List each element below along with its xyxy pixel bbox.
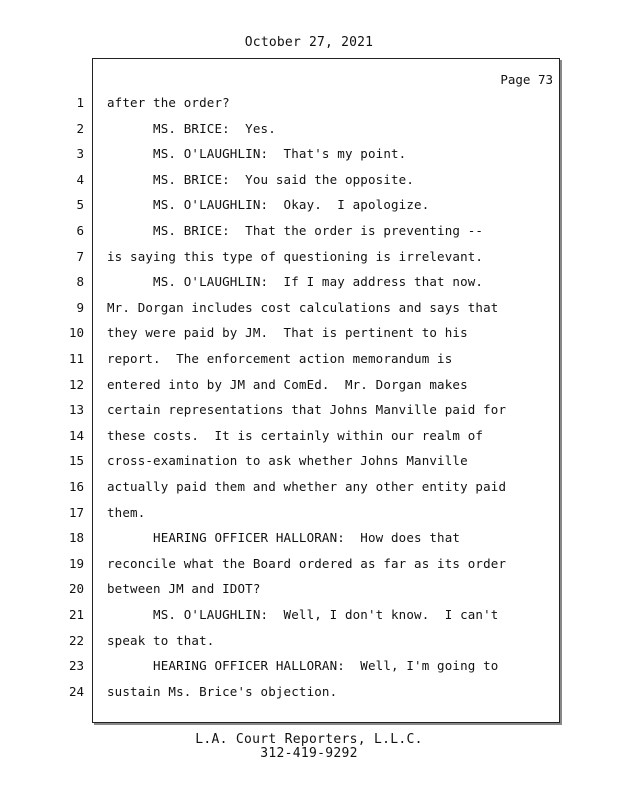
transcript-line: MS. O'LAUGHLIN: That's my point. xyxy=(107,146,407,162)
line-number: 14 xyxy=(68,427,84,443)
transcript-line: cross-examination to ask whether Johns Manville xyxy=(107,453,468,469)
transcript-line: certain representations that Johns Manville paid for xyxy=(107,402,507,418)
page-number: Page 73 xyxy=(500,72,553,87)
line-number: 10 xyxy=(68,325,84,341)
line-number: 21 xyxy=(68,607,84,622)
transcript-line: after the order? xyxy=(107,95,230,110)
line-number: 16 xyxy=(68,479,84,494)
transcript-date: October 27, 2021 xyxy=(244,35,374,50)
transcript-line: MS. O'LAUGHLIN: If I may address that now. xyxy=(107,274,484,290)
line-number: 15 xyxy=(68,453,84,469)
transcript-line: MS. O'LAUGHLIN: Okay. I apologize. xyxy=(107,197,430,213)
line-number: 23 xyxy=(68,658,84,674)
transcript-line: MS. BRICE: That the order is preventing -- xyxy=(107,223,484,238)
line-number: 18 xyxy=(68,530,84,546)
transcript-line: MS. O'LAUGHLIN: Well, I don't know. I can't xyxy=(107,607,499,622)
transcript-line: HEARING OFFICER HALLORAN: Well, I'm going to xyxy=(107,658,499,674)
footer xyxy=(0,733,618,761)
transcript-line: Mr. Dorgan includes cost calculations and says that xyxy=(107,299,499,315)
transcript-line: these costs. It is certainly within our realm of xyxy=(107,427,484,443)
transcript-line: MS. BRICE: Yes. xyxy=(107,120,276,136)
line-number: 7 xyxy=(76,248,84,264)
reporter-company: L.A. Court Reporters, L.L.C. xyxy=(195,732,423,747)
line-number: 6 xyxy=(76,223,84,238)
reporter-phone: 312-419-9292 xyxy=(260,746,358,761)
line-number: 24 xyxy=(68,683,84,699)
transcript-line: is saying this type of questioning is irrelevant. xyxy=(107,248,484,264)
line-number: 20 xyxy=(68,581,84,597)
transcript-line: them. xyxy=(107,504,146,520)
transcript-line: MS. BRICE: You said the opposite. xyxy=(107,171,415,187)
line-number: 8 xyxy=(76,274,84,290)
line-number: 4 xyxy=(76,171,84,187)
line-number: 5 xyxy=(76,197,84,213)
transcript-line: between JM and IDOT? xyxy=(107,581,261,597)
transcript-line: speak to that. xyxy=(107,632,215,648)
transcript-line: actually paid them and whether any other entity paid xyxy=(107,479,507,494)
line-number: 19 xyxy=(68,555,84,571)
transcript-line: they were paid by JM. That is pertinent to his xyxy=(107,325,468,341)
line-number: 11 xyxy=(68,351,84,366)
line-number: 22 xyxy=(68,632,84,648)
line-number: 9 xyxy=(76,299,84,315)
line-number: 2 xyxy=(76,120,84,136)
transcript-line: entered into by JM and ComEd. Mr. Dorgan makes xyxy=(107,376,468,392)
line-number: 3 xyxy=(76,146,84,162)
transcript-line: HEARING OFFICER HALLORAN: How does that xyxy=(107,530,461,546)
transcript-line: sustain Ms. Brice's objection. xyxy=(107,683,338,699)
transcript-line: report. The enforcement action memorandum is xyxy=(107,351,453,366)
transcript-line: reconcile what the Board ordered as far as its order xyxy=(107,555,507,571)
line-number: 13 xyxy=(68,402,84,418)
line-number: 1 xyxy=(76,95,84,110)
line-number: 17 xyxy=(68,504,84,520)
line-number: 12 xyxy=(68,376,84,392)
